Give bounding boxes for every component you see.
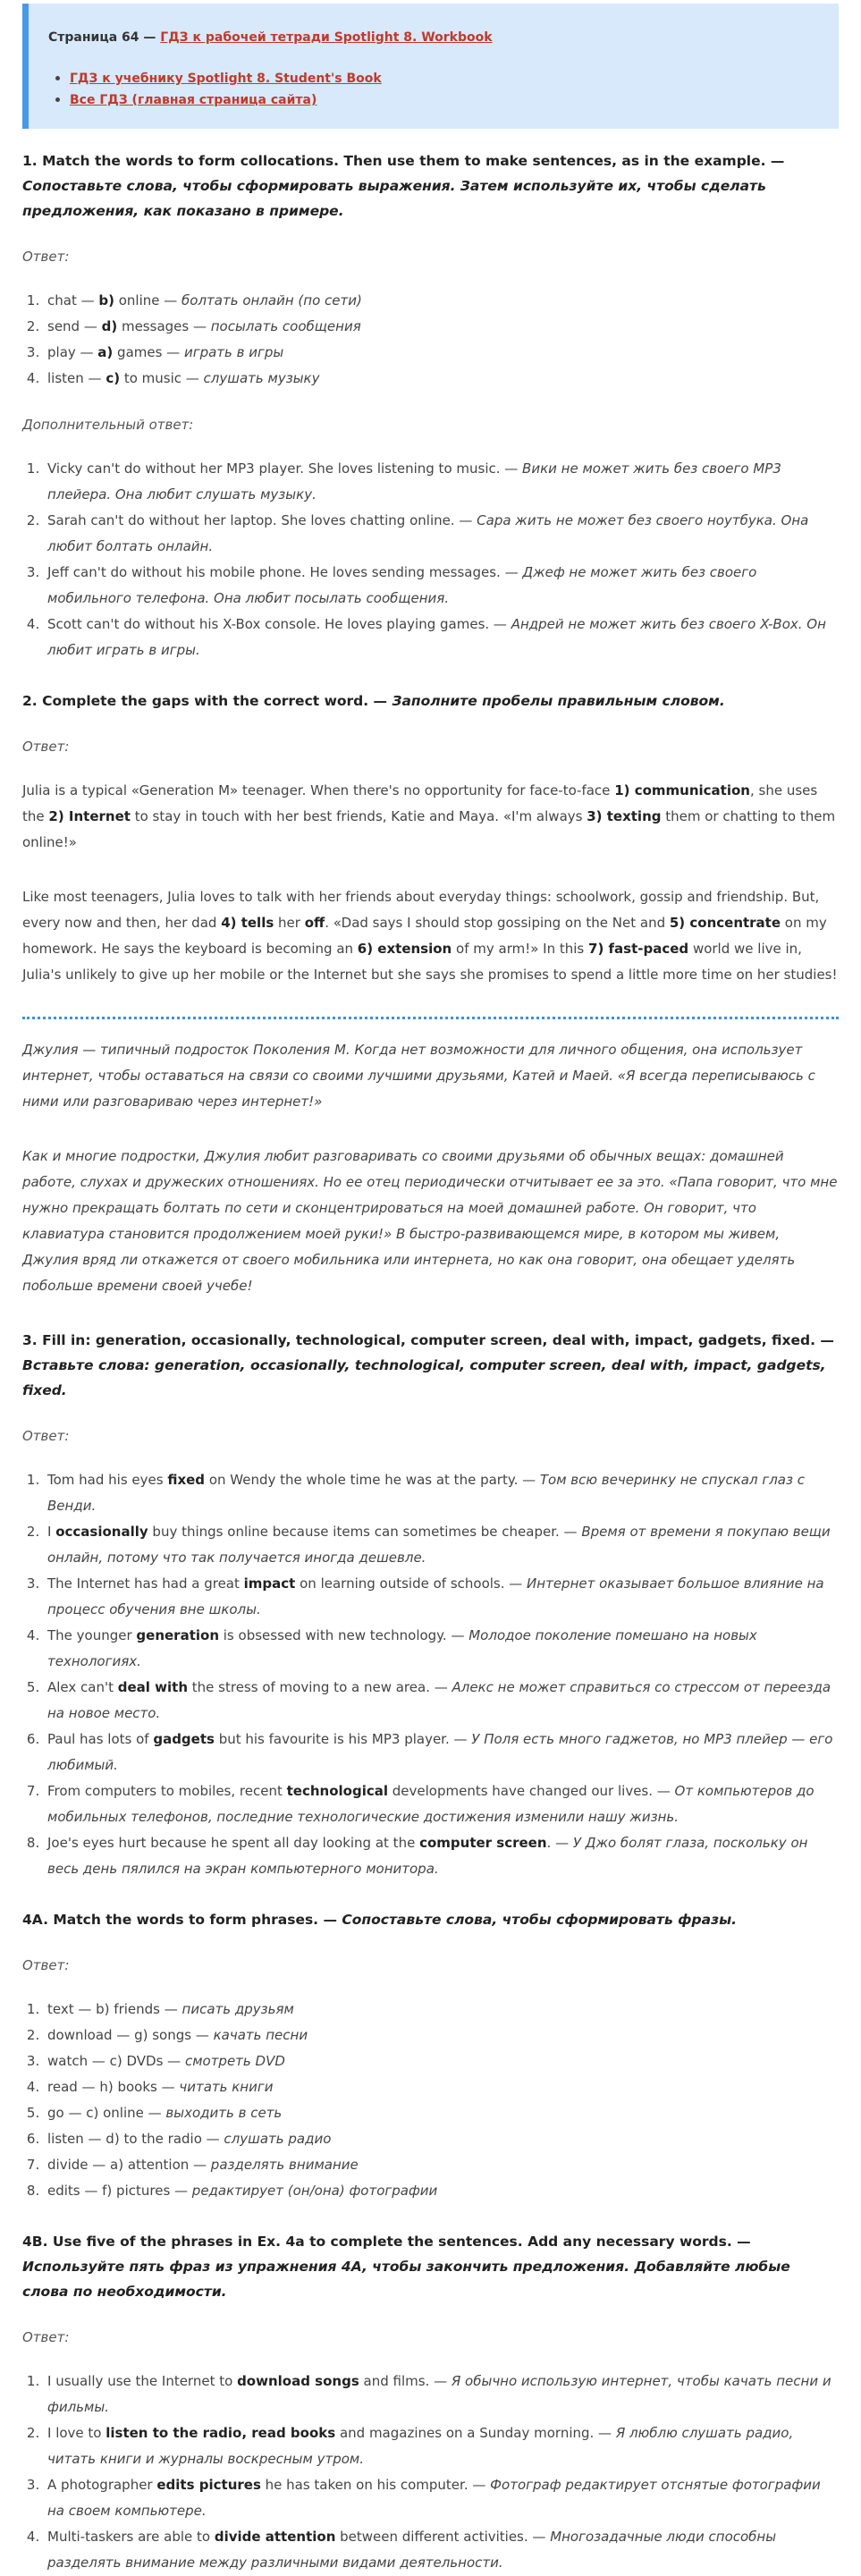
translation: Время от времени я покупаю вещи онлайн, потому что так получается иногда дешевле. <box>47 1524 831 1566</box>
translation: Молодое поколение помешано на новых технологиях. <box>47 1627 757 1669</box>
task-en: 3. Fill in: generation, occasionally, technological, computer screen, deal with, impact, gadgets, fixed. — <box>22 1332 834 1348</box>
word: chat — <box>47 292 99 308</box>
list-item <box>44 1467 839 1519</box>
answer-word: download songs <box>237 2373 359 2389</box>
answer-label: Ответ: <box>22 1428 70 1444</box>
answer-label: Ответ: <box>22 2329 70 2345</box>
answer-word: 4) tells <box>221 915 274 931</box>
sentence-end: and films. — <box>359 2373 452 2389</box>
task-ru: Заполните пробелы правильным словом. <box>392 693 725 709</box>
sentence-start: Multi-taskers are able to <box>47 2529 215 2545</box>
page-title <box>48 30 819 45</box>
answer-word: computer screen <box>419 1835 547 1851</box>
extra-answer-label: Дополнительный ответ: <box>22 417 194 433</box>
exercise-1-extra-answers <box>22 456 839 663</box>
sentence-end: he has taken on his computer. — <box>260 2477 491 2493</box>
sentence-start: The Internet has had a great <box>47 1575 244 1592</box>
text-segment: on my homework. He says the keyboard is becoming an <box>22 915 827 957</box>
sentence-end: . — <box>546 1835 573 1851</box>
exercise-2-translation-2: Как и многие подростки, Джулия любит разговаривать со своими друзьями об обычных вещах: домашней работе, слухах и дружеских отношениях. Но ее отец периодически отчитывает ее за это. «Папа говорит, что мне нужно прекращать болтать по сети и сконцентрироваться на моей домашней работе. Он говорит, что клавиатура становится продолжением моей руки!» В быстро-развивающемся мире, в котором мы живем, Джулия вряд ли откажется от своего мобильника или интернета, но как она говорит, она обещает уделять побольше времени своей учебе! <box>22 1148 838 1294</box>
exercise-1-answers <box>22 288 839 392</box>
translation: выходить в сеть <box>165 2105 283 2121</box>
sentence-end: between different activities. — <box>335 2529 551 2545</box>
exercise-1-task <box>22 148 839 224</box>
translation: Я люблю слушать радио, читать книги и журналы воскресным утром. <box>47 2425 794 2467</box>
match-letter: d) <box>101 318 118 334</box>
answer-word: 3) texting <box>587 808 662 824</box>
match-letter: c) <box>106 370 121 386</box>
phrase: download — g) songs — <box>47 2027 214 2043</box>
translation: читать книги <box>179 2079 274 2095</box>
translation: У Джо болят глаза, поскольку он весь день пялился на экран компьютерного монитора. <box>47 1835 808 1877</box>
translation: Многозадачные люди способны разделять внимание между различными видами деятельности. <box>47 2529 777 2571</box>
word: messages — <box>117 318 211 334</box>
answer-word: divide attention <box>214 2529 336 2545</box>
exercise-2-translation-1: Джулия — типичный подросток Поколения М. Когда нет возможности для личного общения, она использует интернет, чтобы оставаться на связи со своими лучшими друзьями, Катей и Маей. «Я всегда переписываюсь с ними или разговариваю через интернет!» <box>22 1042 815 1110</box>
translation: посылать сообщения <box>210 318 361 334</box>
students-book-link[interactable]: ГДЗ к учебнику Spotlight 8. Student's Book <box>70 72 382 86</box>
translation: писать друзьям <box>181 2001 294 2017</box>
page-number-label: Страница 64 — <box>48 30 161 45</box>
translation: Алекс не может справиться со стрессом от переезда на новое место. <box>47 1679 831 1721</box>
dotted-divider <box>22 1017 839 1019</box>
list-item <box>44 2178 839 2204</box>
answer-word: gadgets <box>153 1731 215 1747</box>
task-ru: Сопоставьте слова, чтобы сформировать выражения. Затем используйте их, чтобы сделать предложения, как показано в примере. <box>22 178 766 219</box>
sentence: Vicky can't do without her MP3 player. She loves listening to music. — <box>47 460 523 477</box>
sentence-end: the stress of moving to a new area. — <box>188 1679 452 1695</box>
answer-word: 7) fast-paced <box>588 941 689 957</box>
task-ru: Вставьте слова: generation, occasionally, technological, computer screen, deal with, impact, gadgets, fixed. <box>22 1357 826 1398</box>
exercise-4b-answers <box>22 2369 839 2576</box>
nav-links <box>48 70 819 107</box>
list-item <box>44 2074 839 2100</box>
sentence-end: and magazines on a Sunday morning. — <box>335 2425 616 2441</box>
sentence-start: Joe's eyes hurt because he spent all day looking at the <box>47 1835 420 1851</box>
translation: От компьютеров до мобильных телефонов, последние технологические достижения изменили нашу жизнь. <box>47 1783 815 1825</box>
phrase: edits — f) pictures — <box>47 2183 192 2199</box>
sentence: Scott can't do without his X-Box console. He loves playing games. — <box>47 616 511 632</box>
text-segment: Like most teenagers, Julia loves to talk with her friends about everyday things: schoolwork, gossip and friendship. But, every now and then, her dad <box>22 889 820 931</box>
translation: разделять внимание <box>210 2157 359 2173</box>
list-item <box>44 508 839 560</box>
sentence-end: buy things online because items can sometimes be cheaper. — <box>148 1524 582 1540</box>
task-en: 2. Complete the gaps with the correct word. — <box>22 693 393 709</box>
list-item <box>44 2472 839 2524</box>
phrase: text — b) friends — <box>47 2001 182 2017</box>
list-item <box>44 2420 839 2472</box>
text-segment: Julia is a typical «Generation M» teenager. When there's no opportunity for face-to-face <box>22 782 615 798</box>
answer-word: 5) concentrate <box>669 915 781 931</box>
text-segment: , she uses the <box>22 782 818 824</box>
list-item <box>44 2524 839 2576</box>
exercise-4a-answers <box>22 1997 839 2204</box>
translation: Интернет оказывает большое влияние на процесс обучения вне школы. <box>47 1575 824 1617</box>
phrase: watch — c) DVDs — <box>47 2053 185 2069</box>
answer-word: occasionally <box>55 1524 148 1540</box>
list-item <box>44 1623 839 1675</box>
translation: слушать музыку <box>203 370 320 386</box>
sentence-start: Alex can't <box>47 1679 118 1695</box>
sentence-start: I <box>47 1524 56 1540</box>
task-en: 4B. Use five of the phrases in Ex. 4a to complete the sentences. Add any necessary words. — <box>22 2234 751 2250</box>
sentence-start: Tom had his eyes <box>47 1472 168 1488</box>
task-ru: Сопоставьте слова, чтобы сформировать фразы. <box>342 1912 738 1928</box>
exercise-4a-task <box>22 1907 839 1932</box>
translation: качать песни <box>213 2027 308 2043</box>
list-item <box>44 288 839 314</box>
translation: Джеф не может жить без своего мобильного телефона. Она любит посылать сообщения. <box>47 564 757 606</box>
list-item <box>44 2126 839 2152</box>
list-item <box>44 2100 839 2126</box>
list-item <box>44 1519 839 1571</box>
translation: смотреть DVD <box>184 2053 285 2069</box>
nav-item <box>70 91 819 107</box>
text-segment: to stay in touch with her best friends, Katie and Maya. «I'm always <box>130 808 587 824</box>
exercise-3-answers <box>22 1467 839 1882</box>
translation: редактирует (он/она) фотографии <box>191 2183 438 2199</box>
translation: Фотограф редактирует отснятые фотографии на своем компьютере. <box>47 2477 821 2519</box>
word: games — <box>113 344 184 360</box>
translation: Вики не может жить без своего MP3 плейера. Она любит слушать музыку. <box>47 460 781 503</box>
task-en: 4A. Match the words to form phrases. — <box>22 1912 342 1928</box>
answer-label: Ответ: <box>22 249 70 265</box>
sentence-start: A photographer <box>47 2477 157 2493</box>
translation: Том всю вечеринку не спускал глаз с Венди. <box>47 1472 805 1514</box>
sentence: Sarah can't do without her laptop. She loves chatting online. — <box>47 512 477 528</box>
list-item <box>44 1778 839 1830</box>
answer-word: impact <box>243 1575 296 1592</box>
list-item <box>44 340 839 366</box>
sentence: Jeff can't do without his mobile phone. He loves sending messages. — <box>47 564 523 580</box>
workbook-link[interactable]: ГДЗ к рабочей тетради Spotlight 8. Workbook <box>160 30 493 45</box>
answer-word: listen to the radio, read books <box>106 2425 336 2441</box>
home-link[interactable]: Все ГДЗ (главная страница сайта) <box>70 93 317 107</box>
sentence-start: I love to <box>47 2425 106 2441</box>
word: play — <box>47 344 98 360</box>
sentence-start: Paul has lots of <box>47 1731 154 1747</box>
list-item <box>44 560 839 612</box>
answer-word: edits pictures <box>156 2477 261 2493</box>
list-item <box>44 2048 839 2074</box>
match-letter: b) <box>98 292 114 308</box>
list-item <box>44 1675 839 1727</box>
answer-word: technological <box>286 1783 388 1799</box>
exercise-3-task <box>22 1328 839 1403</box>
list-item <box>44 1727 839 1778</box>
list-item <box>44 2152 839 2178</box>
phrase: listen — d) to the radio — <box>47 2131 224 2147</box>
text-segment: of my arm!» In this <box>452 941 589 957</box>
nav-item <box>70 70 819 86</box>
answer-word: 6) extension <box>357 941 452 957</box>
list-item <box>44 1571 839 1623</box>
text-segment: her <box>274 915 305 931</box>
list-item <box>44 314 839 340</box>
sentence-start: From computers to mobiles, recent <box>47 1783 287 1799</box>
list-item <box>44 1997 839 2023</box>
task-ru: Используйте пять фраз из упражнения 4A, чтобы закончить предложения. Добавляйте любые слова по необходимости. <box>22 2259 790 2300</box>
list-item <box>44 456 839 508</box>
word: online — <box>114 292 182 308</box>
answer-word: generation <box>136 1627 219 1643</box>
list-item <box>44 612 839 663</box>
word: listen — <box>47 370 106 386</box>
sentence-end: on learning outside of schools. — <box>295 1575 528 1592</box>
list-item <box>44 2023 839 2048</box>
answer-word: deal with <box>117 1679 189 1695</box>
sentence-end: but his favourite is his MP3 player. — <box>214 1731 472 1747</box>
translation: играть в игры <box>183 344 284 360</box>
main-content <box>22 148 839 2576</box>
answer-label: Ответ: <box>22 739 70 755</box>
task-en: 1. Match the words to form collocations. Then use them to make sentences, as in the example. — <box>22 153 785 169</box>
translation: болтать онлайн (по сети) <box>181 292 362 308</box>
translation: слушать радио <box>224 2131 332 2147</box>
navigation-box <box>22 4 839 129</box>
list-item <box>44 2369 839 2420</box>
answer-word: off <box>304 915 325 931</box>
word: to music — <box>120 370 204 386</box>
answer-word: 1) communication <box>614 782 750 798</box>
list-item <box>44 366 839 392</box>
answer-label: Ответ: <box>22 1957 70 1973</box>
translation: У Поля есть много гаджетов, но MP3 плейер — его любимый. <box>47 1731 833 1773</box>
exercise-2-task <box>22 688 839 714</box>
text-segment: them or chatting to them online!» <box>22 808 836 850</box>
sentence-start: I usually use the Internet to <box>47 2373 238 2389</box>
text-segment: . «Dad says I should stop gossiping on the Net and <box>325 915 670 931</box>
phrase: go — c) online — <box>47 2105 166 2121</box>
exercise-2-paragraph-1 <box>22 778 839 856</box>
exercise-4b-task <box>22 2229 839 2304</box>
match-letter: a) <box>97 344 114 360</box>
sentence-start: The younger <box>47 1627 137 1643</box>
translation: Сара жить не может без своего ноутбука. Она любит болтать онлайн. <box>47 512 809 554</box>
answer-word: fixed <box>167 1472 206 1488</box>
sentence-end: is obsessed with new technology. — <box>219 1627 469 1643</box>
word: send — <box>47 318 102 334</box>
text-segment: world we live in, Julia's unlikely to give up her mobile or the Internet but she says she promises to spend a little more time on her studies! <box>22 941 838 983</box>
phrase: read — h) books — <box>47 2079 180 2095</box>
translation: Андрей не может жить без своего X-Box. Он любит играть в игры. <box>47 616 826 658</box>
sentence-end: on Wendy the whole time he was at the party. — <box>205 1472 540 1488</box>
phrase: divide — a) attention — <box>47 2157 211 2173</box>
exercise-2-paragraph-2 <box>22 884 839 988</box>
sentence-end: developments have changed our lives. — <box>388 1783 675 1799</box>
translation: Я обычно использую интернет, чтобы качать песни и фильмы. <box>47 2373 831 2415</box>
answer-word: 2) Internet <box>48 808 131 824</box>
list-item <box>44 1830 839 1882</box>
